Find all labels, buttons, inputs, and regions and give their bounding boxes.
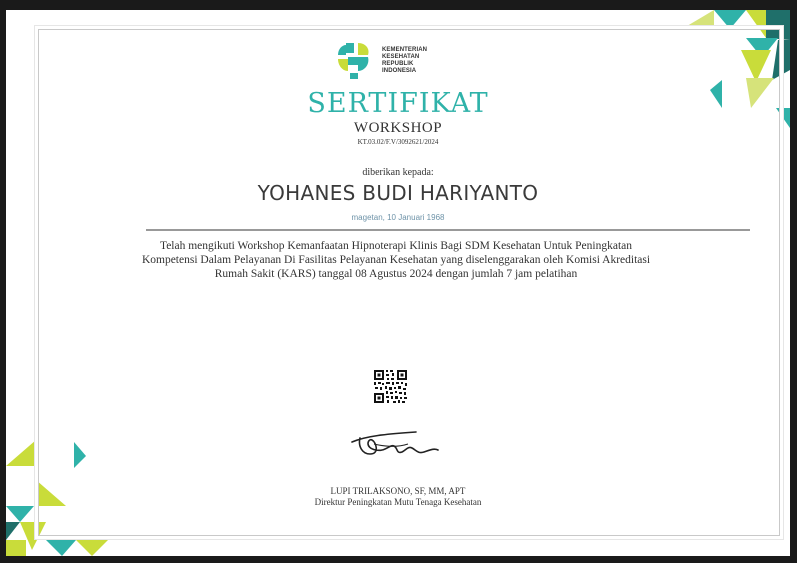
certificate-title: SERTIFIKAT [307,88,489,119]
ministry-name: KEMENTERIAN KESEHATAN REPUBLIK INDONESIA [382,47,428,74]
qr-code-icon[interactable] [373,369,408,404]
certificate-page [6,10,790,556]
given-to-label: diberikan kepada: [362,167,434,178]
signer-name: LUPI TRILAKSONO, SF, MM, APT [330,486,466,496]
recipient-name: YOHANES BUDI HARIYANTO [257,181,539,205]
certificate-body [76,239,716,281]
certificate-number: KT.03.02/F.V/3092621/2024 [357,138,439,146]
body-line: Telah mengikuti Workshop Kemanfaatan Hipnoterapi Klinis Bagi SDM Kesehatan Untuk Peningkatan [159,240,633,252]
divider [146,229,750,231]
recipient-birth-info: magetan, 10 Januari 1968 [351,213,445,222]
signature-image [346,424,441,464]
signer-title: Direktur Peningkatan Mutu Tenaga Kesehatan [314,497,482,507]
certificate-subtitle: WORKSHOP [353,120,443,136]
body-line: Rumah Sakit (KARS) tanggal 08 Agustus 2024 dengan jumlah 7 jam pelatihan [214,268,578,280]
body-line: Kompetensi Dalam Pelayanan Di Fasilitas Pelayanan Kesehatan yang diselenggarakan oleh Komisi Akreditasi [141,254,651,266]
